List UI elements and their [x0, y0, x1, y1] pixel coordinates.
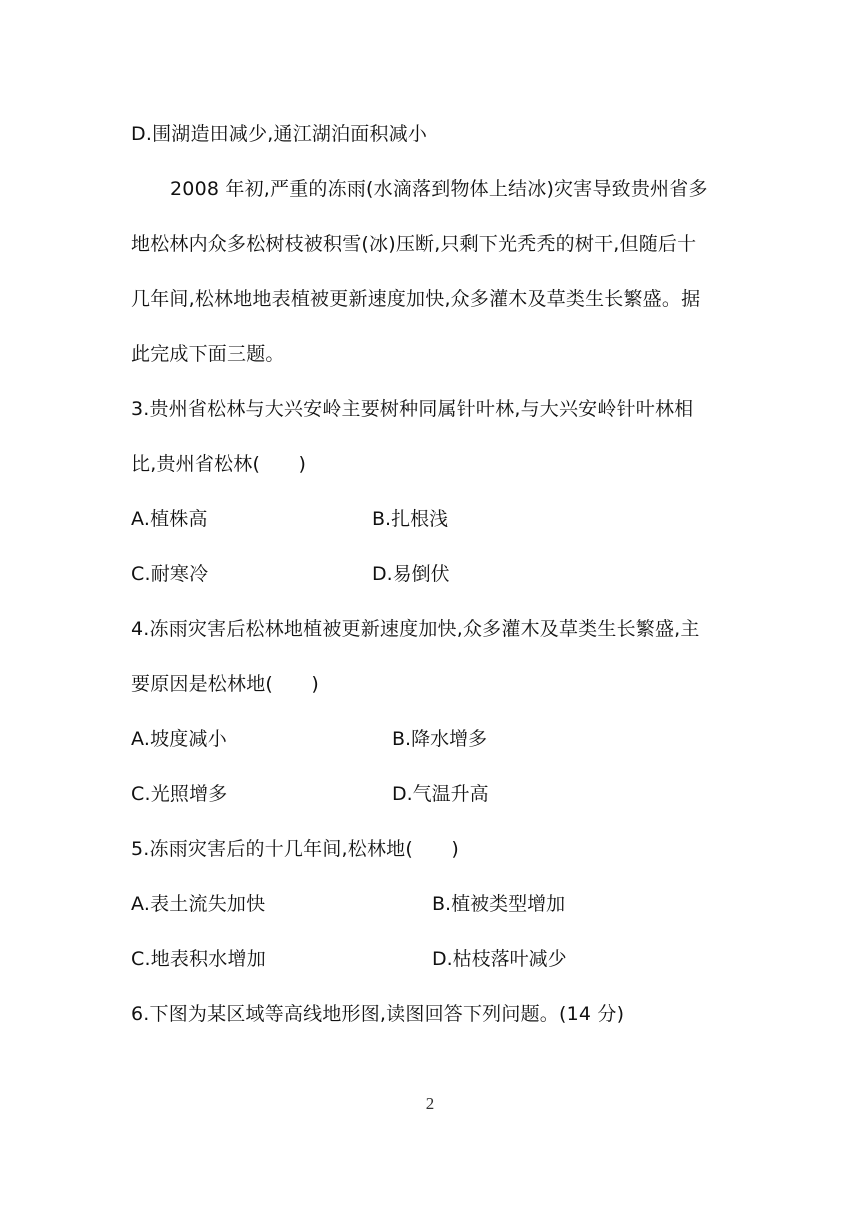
q6-stem: 6.下图为某区域等高线地形图,读图回答下列问题。(14 分) [131, 1003, 625, 1025]
q3-stem-line-2: 比,贵州省松林( ) [131, 453, 307, 475]
q5-option-b: B.植被类型增加 [432, 893, 566, 915]
passage-line-1: 2008 年初,严重的冻雨(水滴落到物体上结冰)灾害导致贵州省多 [170, 178, 708, 200]
q3-option-b: B.扎根浅 [372, 508, 449, 530]
passage-line-3: 几年间,松林地地表植被更新速度加快,众多灌木及草类生长繁盛。据 [131, 288, 701, 310]
q4-option-d: D.气温升高 [392, 783, 489, 805]
q4-option-a: A.坡度减小 [131, 728, 227, 750]
q4-stem-line-2: 要原因是松林地( ) [131, 673, 320, 695]
q5-option-d: D.枯枝落叶减少 [432, 948, 567, 970]
page-number: 2 [425, 1094, 435, 1113]
q3-stem-line-1: 3.贵州省松林与大兴安岭主要树种同属针叶林,与大兴安岭针叶林相 [131, 398, 694, 420]
q3-option-c: C.耐寒冷 [131, 563, 209, 585]
q4-stem-line-1: 4.冻雨灾害后松林地植被更新速度加快,众多灌木及草类生长繁盛,主 [131, 618, 700, 640]
q3-option-a: A.植株高 [131, 508, 208, 530]
q5-option-a: A.表土流失加快 [131, 893, 266, 915]
passage-line-4: 此完成下面三题。 [131, 343, 285, 365]
q4-option-b: B.降水增多 [392, 728, 488, 750]
q5-option-c: C.地表积水增加 [131, 948, 266, 970]
prev-option-d: D.围湖造田减少,通江湖泊面积减小 [131, 123, 428, 145]
q3-option-d: D.易倒伏 [372, 563, 450, 585]
q4-option-c: C.光照增多 [131, 783, 228, 805]
q5-stem: 5.冻雨灾害后的十几年间,松林地( ) [131, 838, 459, 860]
passage-line-2: 地松林内众多松树枝被积雪(冰)压断,只剩下光秃秃的树干,但随后十 [131, 233, 697, 255]
